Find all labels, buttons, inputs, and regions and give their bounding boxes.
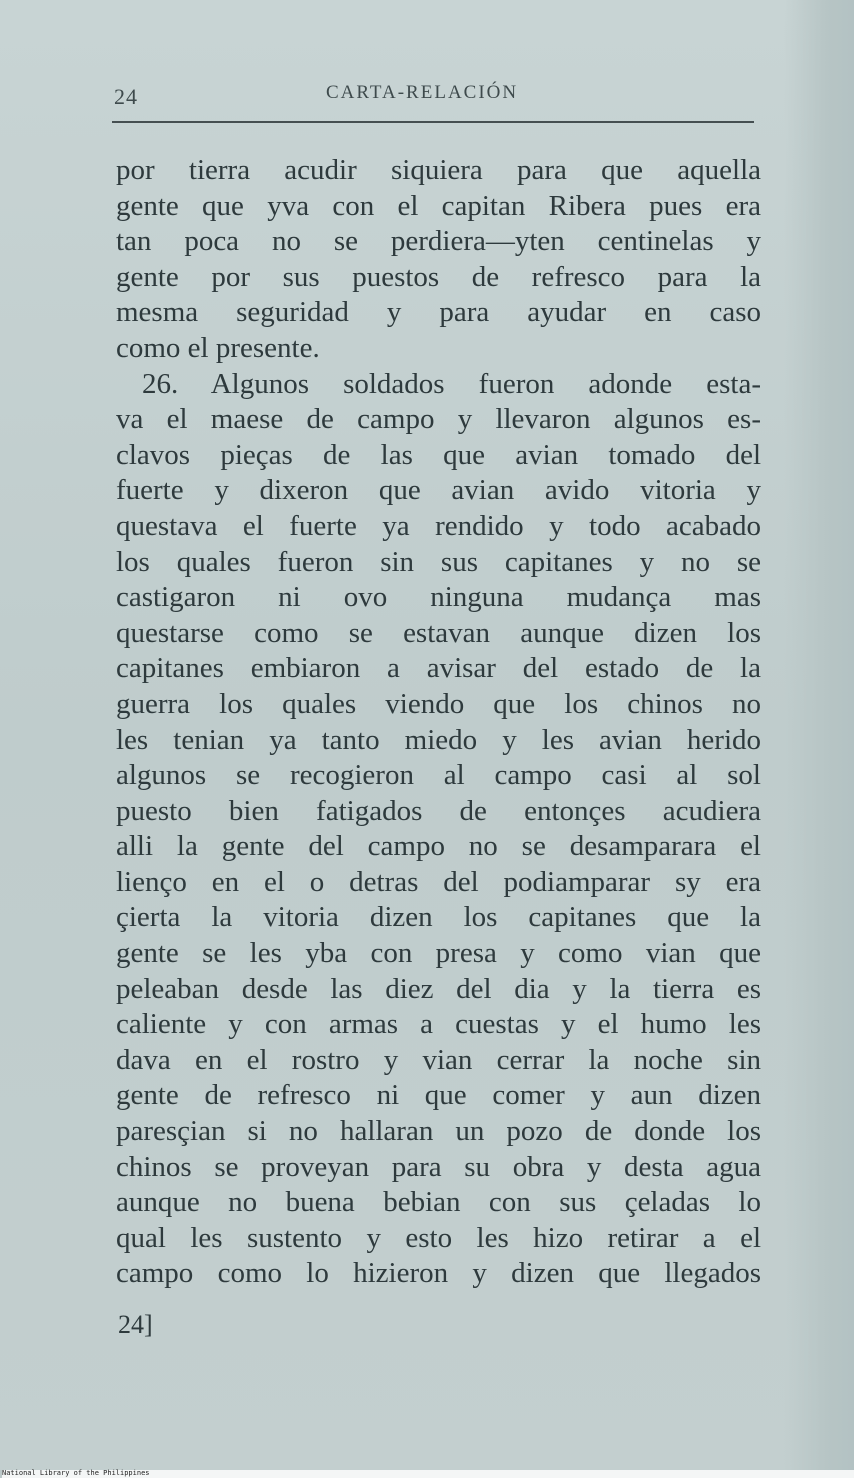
text-line: questarse como se estavan aunque dizen los bbox=[116, 616, 761, 649]
page-header bbox=[114, 78, 754, 112]
paragraph-start-line: 26. Algunos soldados fueron adonde esta- bbox=[142, 367, 761, 400]
page-edge-shadow bbox=[784, 0, 854, 1470]
text-line: algunos se recogieron al campo casi al sol bbox=[116, 759, 761, 792]
signature-mark: 24] bbox=[118, 1310, 153, 1339]
text-line: qual les sustento y esto les hizo retirar a el bbox=[116, 1221, 761, 1254]
header-rule bbox=[112, 121, 754, 123]
text-line: como el presente. bbox=[116, 331, 320, 364]
text-line: gente se les yba con presa y como vian que bbox=[116, 937, 761, 970]
page-number: 24 bbox=[114, 84, 138, 109]
text-line: alli la gente del campo no se desamparara el bbox=[116, 830, 761, 863]
text-line: gente que yva con el capitan Ribera pues era bbox=[116, 189, 761, 222]
text-line: peleaban desde las diez del dia y la tierra es bbox=[116, 972, 761, 1005]
text-line: chinos se proveyan para su obra y desta agua bbox=[116, 1150, 761, 1183]
text-line: fuerte y dixeron que avian avido vitoria y bbox=[116, 474, 761, 507]
text-line: mesma seguridad y para ayudar en caso bbox=[116, 296, 761, 329]
text-line: gente de refresco ni que comer y aun dizen bbox=[116, 1079, 761, 1112]
text-line: los quales fueron sin sus capitanes y no se bbox=[116, 545, 761, 578]
text-line: dava en el rostro y vian cerrar la noche sin bbox=[116, 1043, 761, 1076]
text-line: çierta la vitoria dizen los capitanes que la bbox=[116, 901, 761, 934]
text-line: puesto bien fatigados de entonçes acudiera bbox=[116, 794, 761, 827]
text-line: va el maese de campo y llevaron algunos es- bbox=[116, 403, 761, 436]
footer-credit: National Library of the Philippines bbox=[2, 1469, 150, 1477]
text-line: caliente y con armas a cuestas y el humo les bbox=[116, 1008, 761, 1041]
text-line: lienço en el o detras del podiamparar sy era bbox=[116, 865, 761, 898]
text-line: gente por sus puestos de refresco para la bbox=[116, 260, 761, 293]
text-line: les tenian ya tanto miedo y les avian herido bbox=[116, 723, 761, 756]
text-line: questava el fuerte ya rendido y todo acabado bbox=[116, 509, 761, 542]
text-line: paresçian si no hallaran un pozo de donde los bbox=[116, 1115, 761, 1148]
running-title: CARTA-RELACIÓN bbox=[326, 82, 519, 103]
text-line: aunque no buena bebian con sus çeladas lo bbox=[116, 1186, 761, 1219]
text-line: clavos pieças de las que avian tomado del bbox=[116, 438, 761, 471]
text-line: castigaron ni ovo ninguna mudança mas bbox=[116, 581, 761, 614]
body-text bbox=[116, 153, 761, 1292]
text-line: capitanes embiaron a avisar del estado de la bbox=[116, 652, 761, 685]
text-line: tan poca no se perdiera—yten centinelas y bbox=[116, 225, 761, 258]
text-line: guerra los quales viendo que los chinos no bbox=[116, 687, 761, 720]
text-line: por tierra acudir siquiera para que aquella bbox=[116, 154, 761, 186]
text-line: campo como lo hizieron y dizen que llegados bbox=[116, 1257, 761, 1290]
